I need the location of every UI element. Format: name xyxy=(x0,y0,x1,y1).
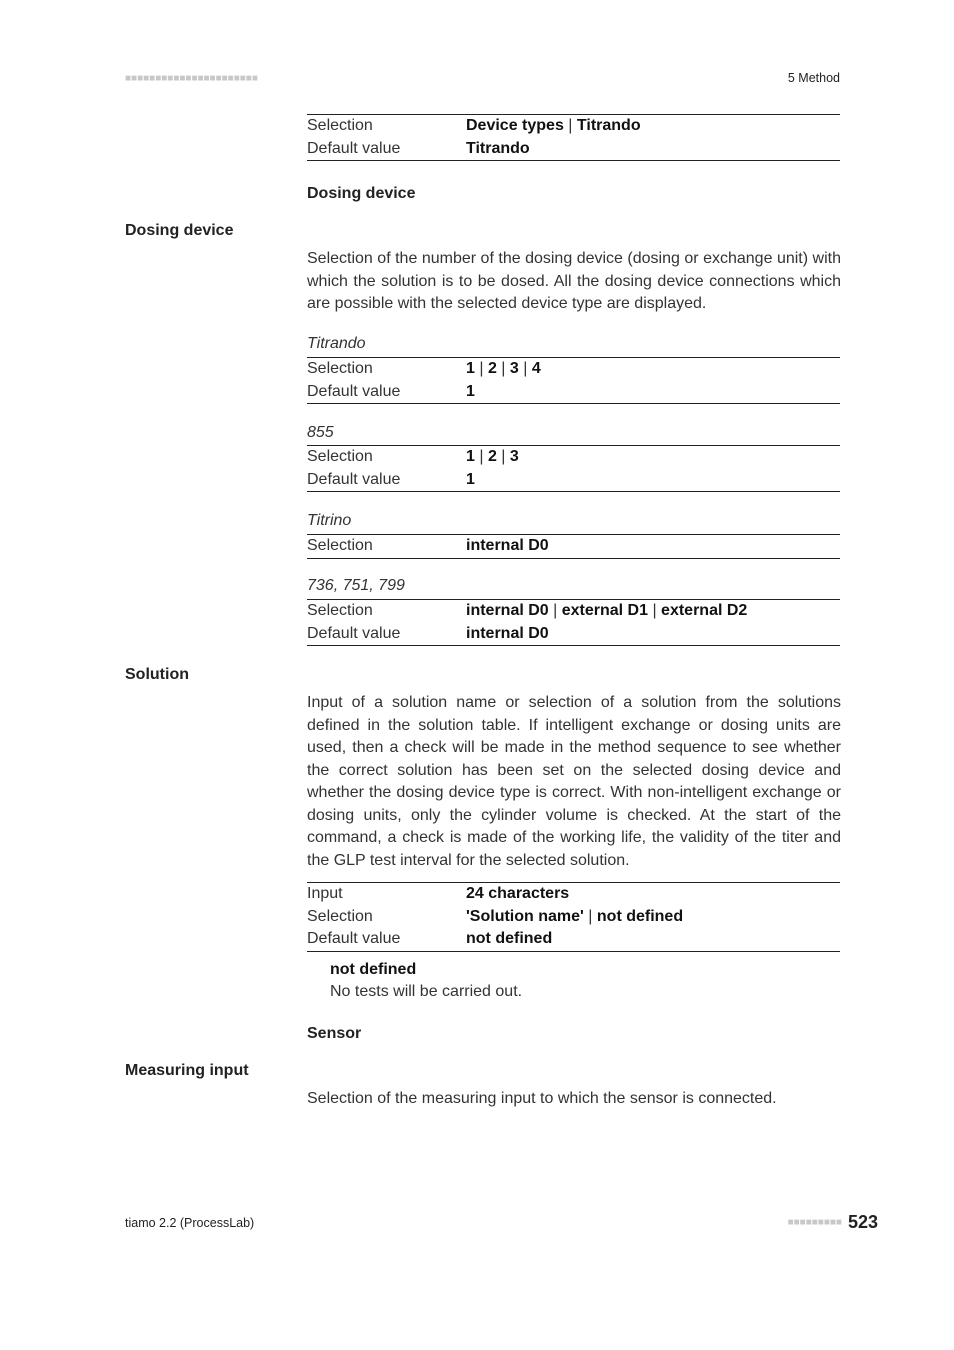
param-row xyxy=(307,928,840,951)
param-row xyxy=(307,623,840,646)
param-option: Titrando xyxy=(466,139,530,157)
value-separator: | xyxy=(496,360,510,377)
chapter-title: 5 Method xyxy=(787,71,840,85)
footer-decoration: ■■■■■■■■■ xyxy=(787,1216,842,1228)
param-value xyxy=(466,358,840,381)
value-separator: | xyxy=(548,602,562,619)
group-table-855 xyxy=(307,445,840,492)
param-option: 2 xyxy=(487,448,497,465)
param-option: Device types xyxy=(466,117,564,134)
param-row xyxy=(307,906,840,929)
group-caption-736-751-799: 736, 751, 799 xyxy=(307,577,405,594)
group-table-titrino xyxy=(307,534,840,559)
param-value xyxy=(466,115,840,138)
value-separator: | xyxy=(496,448,510,465)
value-separator: | xyxy=(518,360,532,377)
section-title-dosing-device: Dosing device xyxy=(307,185,416,202)
group-caption-titrino: Titrino xyxy=(307,512,352,529)
param-key: Default value xyxy=(307,469,466,492)
param-option: internal D0 xyxy=(466,602,549,619)
note-text: No tests will be carried out. xyxy=(330,983,523,1000)
param-option: 1 xyxy=(466,470,475,488)
section-title-sensor: Sensor xyxy=(307,1025,362,1042)
value-separator: | xyxy=(474,360,488,377)
param-value xyxy=(466,883,840,906)
param-option: external D2 xyxy=(661,602,748,619)
param-option: 3 xyxy=(509,448,519,465)
param-option: 3 xyxy=(509,360,519,377)
page-number: 523 xyxy=(847,1212,878,1232)
value-separator: | xyxy=(648,602,662,619)
param-value xyxy=(466,535,840,559)
header-decoration: ■■■■■■■■■■■■■■■■■■■■■■ xyxy=(125,73,258,84)
param-option: not defined xyxy=(596,907,684,925)
param-option: internal D0 xyxy=(466,537,549,554)
param-option: 4 xyxy=(531,360,541,377)
param-key: Default value xyxy=(307,623,466,646)
footer-page-block xyxy=(788,1212,878,1233)
param-row xyxy=(307,883,840,906)
param-option: 1 xyxy=(466,382,475,400)
param-value xyxy=(466,138,840,161)
param-key: Selection xyxy=(307,600,466,623)
param-key: Selection xyxy=(307,115,466,138)
param-key: Default value xyxy=(307,381,466,404)
param-row xyxy=(307,469,840,492)
param-option: Titrando xyxy=(576,117,641,134)
param-row xyxy=(307,358,840,381)
param-option: 1 xyxy=(466,448,475,465)
footer-product: tiamo 2.2 (ProcessLab) xyxy=(125,1216,255,1230)
param-value xyxy=(466,928,840,951)
param-row xyxy=(307,138,840,161)
param-key: Selection xyxy=(307,907,373,925)
param-option: internal D0 xyxy=(466,624,549,642)
param-option: 1 xyxy=(466,360,475,377)
param-value xyxy=(466,469,840,492)
param-key: Default value xyxy=(307,138,466,161)
param-row xyxy=(307,446,840,469)
value-separator: | xyxy=(474,448,488,465)
measuring-input-description: Selection of the measuring input to which the sensor is connected. xyxy=(307,1090,777,1107)
param-key: Input xyxy=(307,883,466,906)
group-caption-855: 855 xyxy=(307,424,334,441)
param-row xyxy=(307,600,840,623)
param-row xyxy=(307,381,840,404)
solution-description: Input of a solution name or selection of a solution from the solutions defined in the solution table. If intelligent exchange or dosing units are used, then a check will be made in the method sequence to see whether the correct solution has been set on the selected dosing device and whether the dosing device type is correct. With non-intelligent exchange or dosing units, only the cylinder volume is checked. At the start of the command, a check is made of the working life, the validity of the titer and the GLP test interval for the selected solution. xyxy=(307,694,841,869)
param-key: Selection xyxy=(307,446,466,469)
solution-table xyxy=(307,882,840,952)
param-key: Default value xyxy=(307,928,466,951)
dosing-device-description: Selection of the number of the dosing device (dosing or exchange unit) with which the solution is to be dosed. All the dosing device connections which are possible with the selected device type are displayed. xyxy=(307,250,841,312)
param-option: 'Solution name' xyxy=(466,907,584,925)
note-term: not defined xyxy=(330,961,417,978)
group-caption-titrando: Titrando xyxy=(307,335,366,352)
param-row xyxy=(307,535,840,559)
device-type-table xyxy=(307,114,840,161)
param-value xyxy=(466,600,840,623)
param-key: Selection xyxy=(307,358,466,381)
value-separator: | xyxy=(583,907,597,925)
param-option: 2 xyxy=(487,360,497,377)
param-label-solution: Solution xyxy=(125,666,189,683)
param-value xyxy=(466,381,840,404)
param-row xyxy=(307,115,840,138)
param-value xyxy=(466,446,840,469)
param-option: not defined xyxy=(466,930,553,947)
group-table-736-751-799 xyxy=(307,599,840,646)
param-option: 24 characters xyxy=(466,885,570,902)
value-separator: | xyxy=(563,117,577,134)
param-label-dosing-device: Dosing device xyxy=(125,222,234,239)
group-table-titrando xyxy=(307,357,840,404)
param-label-measuring-input: Measuring input xyxy=(125,1062,249,1079)
param-option: external D1 xyxy=(561,602,648,619)
param-value xyxy=(466,906,840,929)
param-key: Selection xyxy=(307,535,466,559)
param-value xyxy=(466,623,840,646)
